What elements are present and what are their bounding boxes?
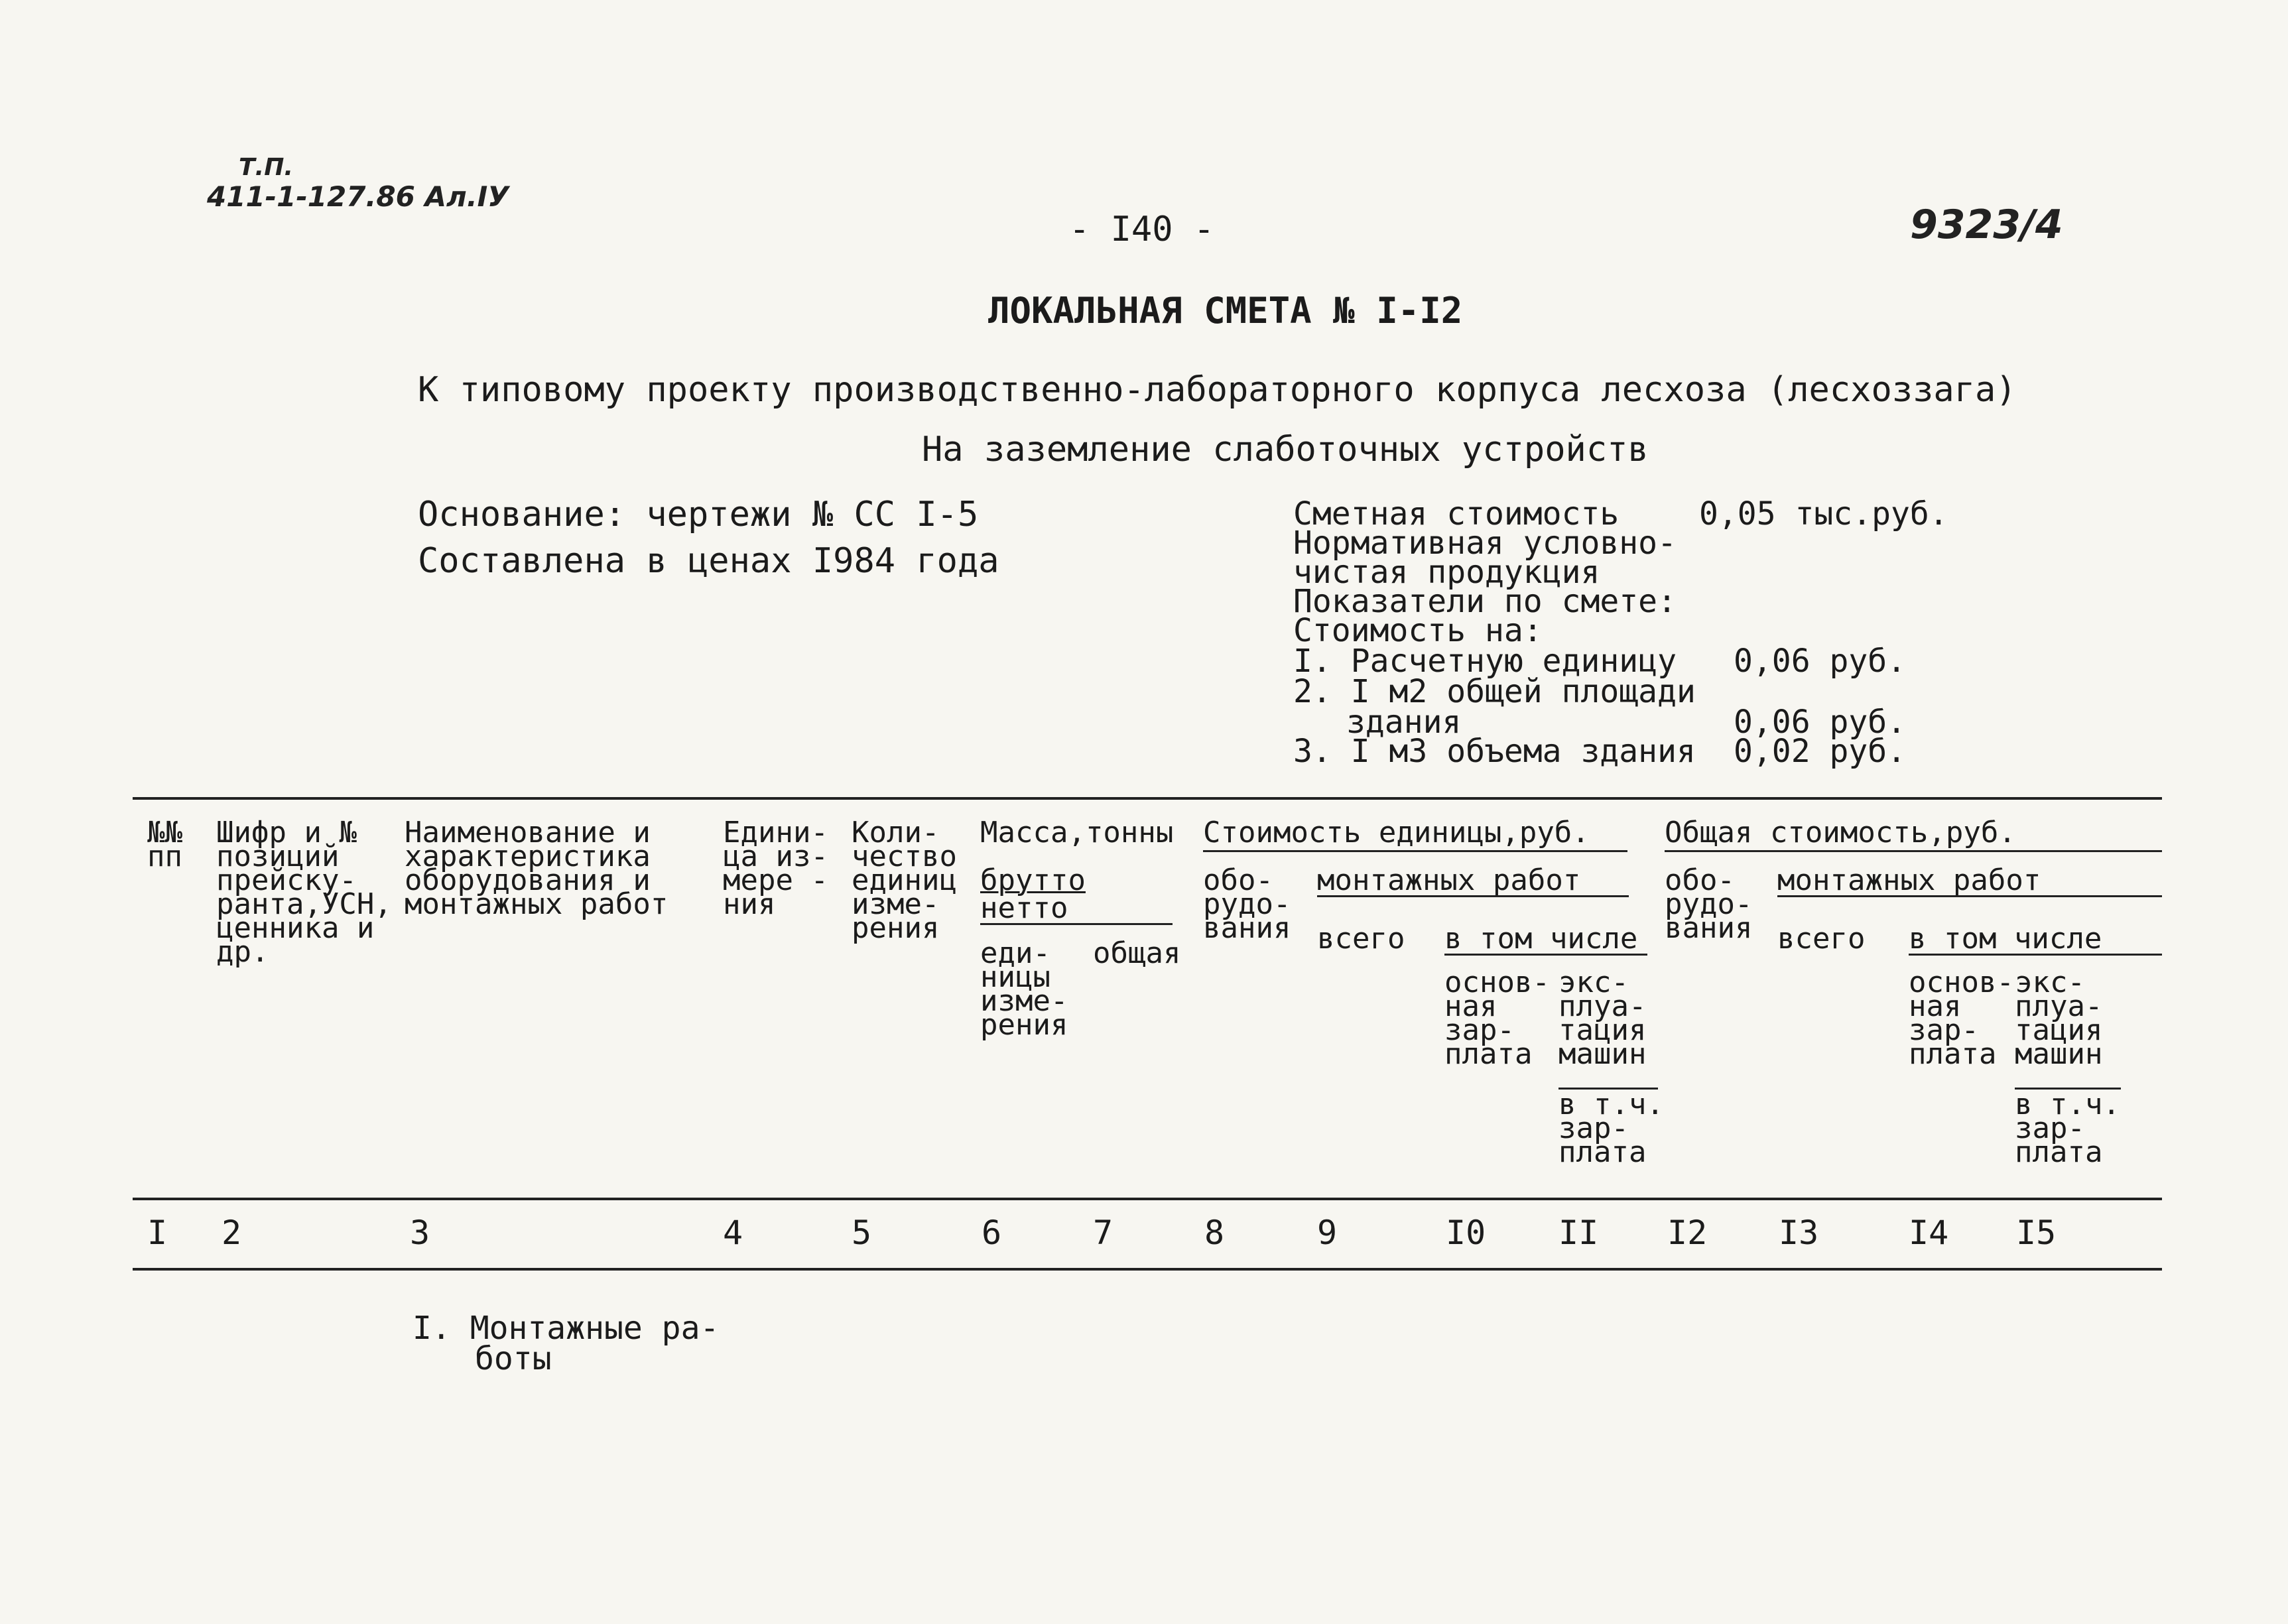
table-top-rule	[133, 797, 2162, 800]
price-year: Составлена в ценах I984 года	[418, 541, 999, 581]
mass-header: Масса,тонны	[980, 816, 1174, 849]
normative-line2: чистая продукция	[1293, 554, 1600, 591]
col-unit-header: Едини- ца из- мере - ния	[723, 816, 828, 921]
unit-in-that-rule	[1444, 954, 1647, 956]
column-number: 6	[982, 1214, 1002, 1252]
item3-label: 3. I м3 объема здания	[1293, 733, 1696, 770]
item2-value: 0,06 руб.	[1734, 704, 1907, 741]
inventory-number: 9323/4	[1910, 202, 2063, 248]
item1-label: I. Расчетную единицу	[1293, 643, 1677, 680]
mass-total-header: общая	[1093, 936, 1181, 970]
total-in-that-header: в том числе	[1909, 922, 2102, 956]
netto-rule	[980, 923, 1173, 925]
total-exploitation-header: экс- плуа- тация машин	[2015, 966, 2103, 1071]
brutto-label: брутто	[980, 863, 1086, 897]
unit-cost-header: Стоимость единицы,руб.	[1203, 816, 1590, 849]
item3-value: 0,02 руб.	[1734, 733, 1907, 770]
project-description: К типовому проекту производственно-лабораторного корпуса лесхоза (лесхоззага)	[418, 370, 2017, 410]
total-total-header: всего	[1777, 922, 1866, 956]
column-number: I4	[1909, 1214, 1949, 1252]
column-number: I	[147, 1214, 168, 1252]
total-mount-header: монтажных работ	[1777, 863, 2041, 897]
total-cost-rule	[1665, 850, 2162, 852]
unit-mount-rule	[1317, 895, 1629, 897]
col-code-header: Шифр и № позиций прейску- ранта,УСН, ценника и др.	[216, 816, 392, 969]
column-number: I2	[1667, 1214, 1708, 1252]
item2-label: 2. I м2 общей площади	[1293, 673, 1696, 710]
total-base-salary-header: основ- ная зар- плата	[1909, 966, 2014, 1071]
unit-exploitation-header: экс- плуа- тация машин	[1558, 966, 1647, 1071]
column-number: I3	[1779, 1214, 1819, 1252]
cost-label: Сметная стоимость	[1293, 495, 1620, 532]
column-number: 5	[852, 1214, 872, 1252]
mass-unit-header: еди- ницы изме- рения	[980, 936, 1068, 1042]
column-number: 2	[222, 1214, 242, 1252]
unit-cost-rule	[1203, 850, 1627, 852]
total-cost-header: Общая стоимость,руб.	[1665, 816, 2016, 849]
cost-per-label: Стоимость на:	[1293, 612, 1543, 649]
column-number: 9	[1317, 1214, 1338, 1252]
section-title: I. Монтажные ра-	[413, 1310, 720, 1347]
unit-total-header: всего	[1317, 922, 1405, 956]
estimate-title: ЛОКАЛЬНАЯ СМЕТА № I-I2	[988, 290, 1463, 332]
column-number: I5	[2016, 1214, 2057, 1252]
column-number: II	[1558, 1214, 1599, 1252]
unit-equipment-header: обо- рудо- вания	[1203, 863, 1291, 945]
indicators-label: Показатели по смете:	[1293, 583, 1677, 620]
column-number: 8	[1204, 1214, 1225, 1252]
unit-in-that-header: в том числе	[1444, 922, 1638, 956]
column-number: I0	[1446, 1214, 1486, 1252]
col-name-header: Наименование и характеристика оборудования и монтажных работ	[405, 816, 668, 921]
stamp-line2: 411-1-127.86 Ал.IУ	[207, 180, 509, 213]
estimate-basis: Основание: чертежи № СС I-5	[418, 495, 979, 534]
header-bottom-rule	[133, 1198, 2162, 1200]
estimate-subject: На заземление слаботочных устройств	[922, 430, 1649, 469]
section-title-cont: боты	[475, 1340, 552, 1377]
stamp-line1: Т.П.	[239, 154, 294, 181]
column-number: 7	[1093, 1214, 1113, 1252]
col-number-header: №№ пп	[147, 816, 182, 873]
unit-base-salary-header: основ- ная зар- плата	[1444, 966, 1550, 1071]
total-incl-salary-header: в т.ч. зар- плата	[2015, 1088, 2120, 1169]
item2-label-cont: здания	[1346, 704, 1462, 741]
netto-label: нетто	[980, 891, 1068, 925]
column-number: 3	[410, 1214, 430, 1252]
item1-value: 0,06 руб.	[1734, 643, 1907, 680]
normative-line1: Нормативная условно-	[1293, 525, 1677, 562]
total-equipment-header: обо- рудо- вания	[1665, 863, 1753, 945]
total-in-that-rule	[1909, 954, 2162, 956]
column-number: 4	[723, 1214, 743, 1252]
unit-mount-header: монтажных работ	[1317, 863, 1581, 897]
numbers-bottom-rule	[133, 1268, 2162, 1271]
total-mount-rule	[1777, 895, 2162, 897]
col-quantity-header: Коли- чество единиц изме- рения	[852, 816, 957, 945]
cost-value: 0,05 тыс.руб.	[1699, 495, 1948, 532]
unit-incl-salary-header: в т.ч. зар- плата	[1558, 1088, 1664, 1169]
page-number: - I40 -	[1069, 210, 1215, 249]
